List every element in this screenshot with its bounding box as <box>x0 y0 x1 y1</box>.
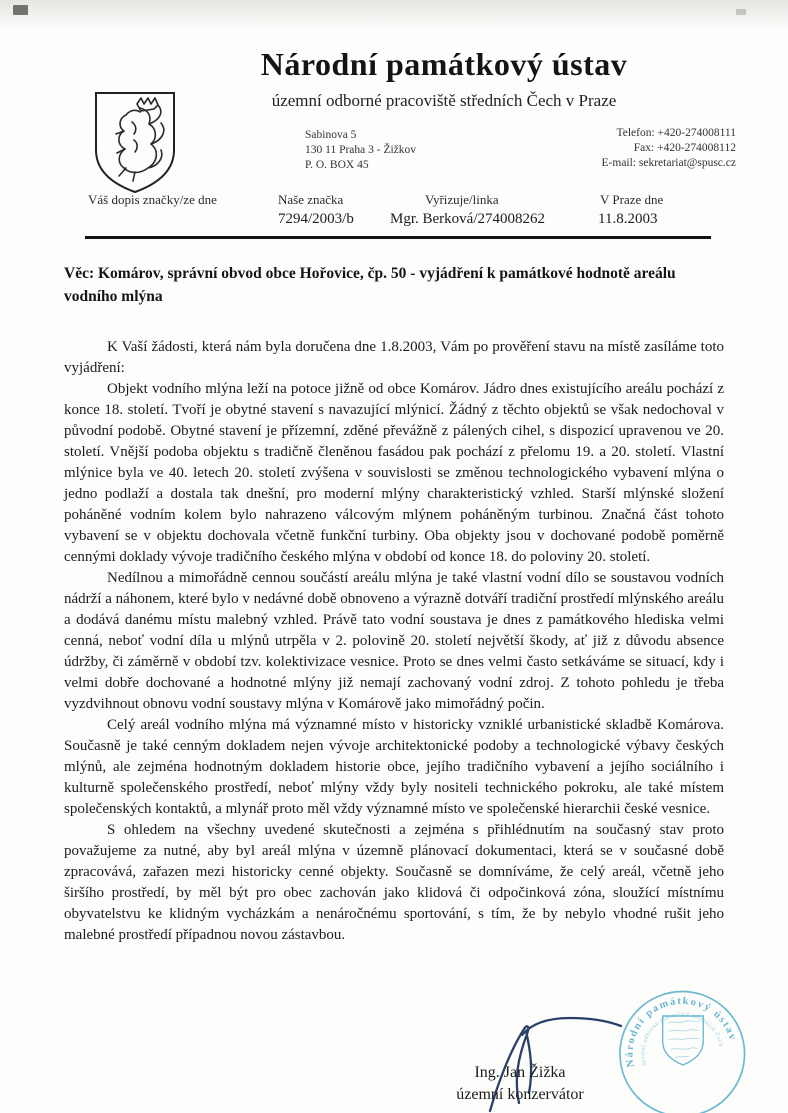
contact-info <box>602 126 736 171</box>
sender-address <box>305 128 416 173</box>
organization-subtitle: územní odborné pracoviště středních Čech v Praze <box>271 91 617 110</box>
body-paragraph: Nedílnou a mimořádně cennou součástí areálu mlýna je také vlastní vodní dílo se soustavou vodních nádrží a náhonem, které bylo v nedávné době obnoveno a výrazně dotváří tradiční prostředí mlýnského areálu a dodává danému místu malebný vzhled. Právě tato vodní soustava je dnes z památkového hlediska velmi cenná, neboť vodní díla u mlýnů utrpěla v 2. polovině 20. století největší škody, ať již z důvodu absence údržby, či záměrně v období tzv. kolektivizace vesnice. Proto se dnes velmi často setkáváme se situací, kdy i velmi dobře dochované a hodnotné mlýny již nemají zachovaný vodní zdroj. Z tohoto pohledu je třeba vyzdvihnout obnovu vodní soustavy mlýna v Komárově jako mimořádný počin. <box>64 570 724 712</box>
signer-title: územní konzervátor <box>456 1086 584 1103</box>
stamp-inner-text: územní odborné pracoviště středních Čech <box>640 1011 724 1067</box>
handler-label: Vyřizuje/linka <box>425 192 499 207</box>
czech-lion-shield-icon <box>90 88 180 198</box>
body-paragraph: S ohledem na všechny uvedené skutečnosti a zejména s přihlédnutím na současný stav proto považujeme za nutné, aby byl areál mlýna v územně plánovací dokumentaci, která se v současné době zpracovává, zařazen mezi historicky cenné objekty. Současně se domníváme, že celý areál, včetně jeho širšího prostředí, by měl být pro obec zachován jako klidová či odpočinková zóna, sloužící místnímu obyvatelstvu ke klidným vycházkám a nenáročnému sportování, s tím, že by nebylo vhodné rušit jeho malebné prostředí případnou novou zástavbou. <box>64 822 724 943</box>
body-paragraph: Celý areál vodního mlýna má významné místo v historicky vzniklé urbanistické skladbě Komárova. Současně je také cenným dokladem nejen vývoje architektonické podoby a technologické výbavy českých mlýnů, ale zejména hodnotným dokladem historie obce, jejího tradičního vybavení a jejího sociálního i kulturně společenského prostředí, neboť mlýny vždy byly nositeli technického pokroku, ale také místem společenských kontaktů, a mlynář proto měl vždy významné místo ve společenské hierarchii české vesnice. <box>64 717 724 817</box>
round-official-stamp-icon <box>573 988 788 1113</box>
organization-title: Národní památkový ústav <box>260 46 628 82</box>
scan-shadow-band <box>0 0 788 30</box>
scan-artifact-speck <box>736 9 746 15</box>
letter-body <box>64 337 724 946</box>
your-reference-label: Váš dopis značky/ze dne <box>88 192 217 207</box>
place-date-value: 11.8.2003 <box>598 211 658 227</box>
header-divider <box>85 236 711 239</box>
handler-value: Mgr. Berková/274008262 <box>390 211 545 227</box>
our-reference <box>278 192 354 228</box>
place-date-label: V Praze dne <box>600 192 664 207</box>
place-date <box>598 192 663 228</box>
address-line: Sabinova 5 <box>305 129 357 141</box>
contact-line: Fax: +420-274008112 <box>633 142 736 154</box>
letterhead <box>100 46 788 111</box>
signer-name: Ing. Jan Žižka <box>474 1064 566 1081</box>
body-paragraph: K Vaší žádosti, která nám byla doručena dne 1.8.2003, Vám po prověření stavu na místě zasíláme toto vyjádření: <box>64 339 724 376</box>
address-line: P. O. BOX 45 <box>305 159 369 171</box>
contact-line: Telefon: +420-274008111 <box>616 127 736 139</box>
handler-reference <box>390 192 545 228</box>
address-line: 130 11 Praha 3 - Žižkov <box>305 144 417 156</box>
body-paragraph: Objekt vodního mlýna leží na potoce jižně od obce Komárov. Jádro dnes existujícího areálu pochází z konce 18. století. Tvoří je obytné stavení s navazující mlýnicí. Žádný z těchto objektů se však nedochoval v původní podobě. Obytné stavení je přízemní, zděné převážně z pálených cihel, s dispozicí upravenou ve 20. století. Vnější podoba objektu s tradičně členěnou fasádou pak pochází z přelomu 19. a 20. století. Vlastní mlýnice byla ve 40. letech 20. století zvýšena v souvislosti se změnou technologického vybavení mlýna o jedno podlaží a dostala tak dnešní, pro moderní mlýny charakteristický vzhled. Starší mlýnské složení poháněné vodním kolem bylo nahrazeno válcovým mlýnem poháněným turbinou. Značná část tohoto vybavení se v objektu dochovala včetně funkční turbiny. Oba objekty jsou v dochované podobě poměrně cennými doklady vývoje tradičního českého mlýna v období od konce 18. do poloviny 20. století. <box>64 381 724 565</box>
scan-artifact-speck <box>13 5 28 15</box>
stamp-outer-text: Národní památkový ústav <box>624 995 739 1068</box>
our-reference-value: 7294/2003/b <box>278 211 354 227</box>
our-reference-label: Naše značka <box>278 192 344 207</box>
subject-line: Věc: Komárov, správní obvod obce Hořovice, čp. 50 - vyjádření k památkové hodnotě areálu vodního mlýna <box>64 265 676 305</box>
your-reference <box>88 192 217 211</box>
contact-line: E-mail: sekretariat@spusc.cz <box>601 157 736 169</box>
